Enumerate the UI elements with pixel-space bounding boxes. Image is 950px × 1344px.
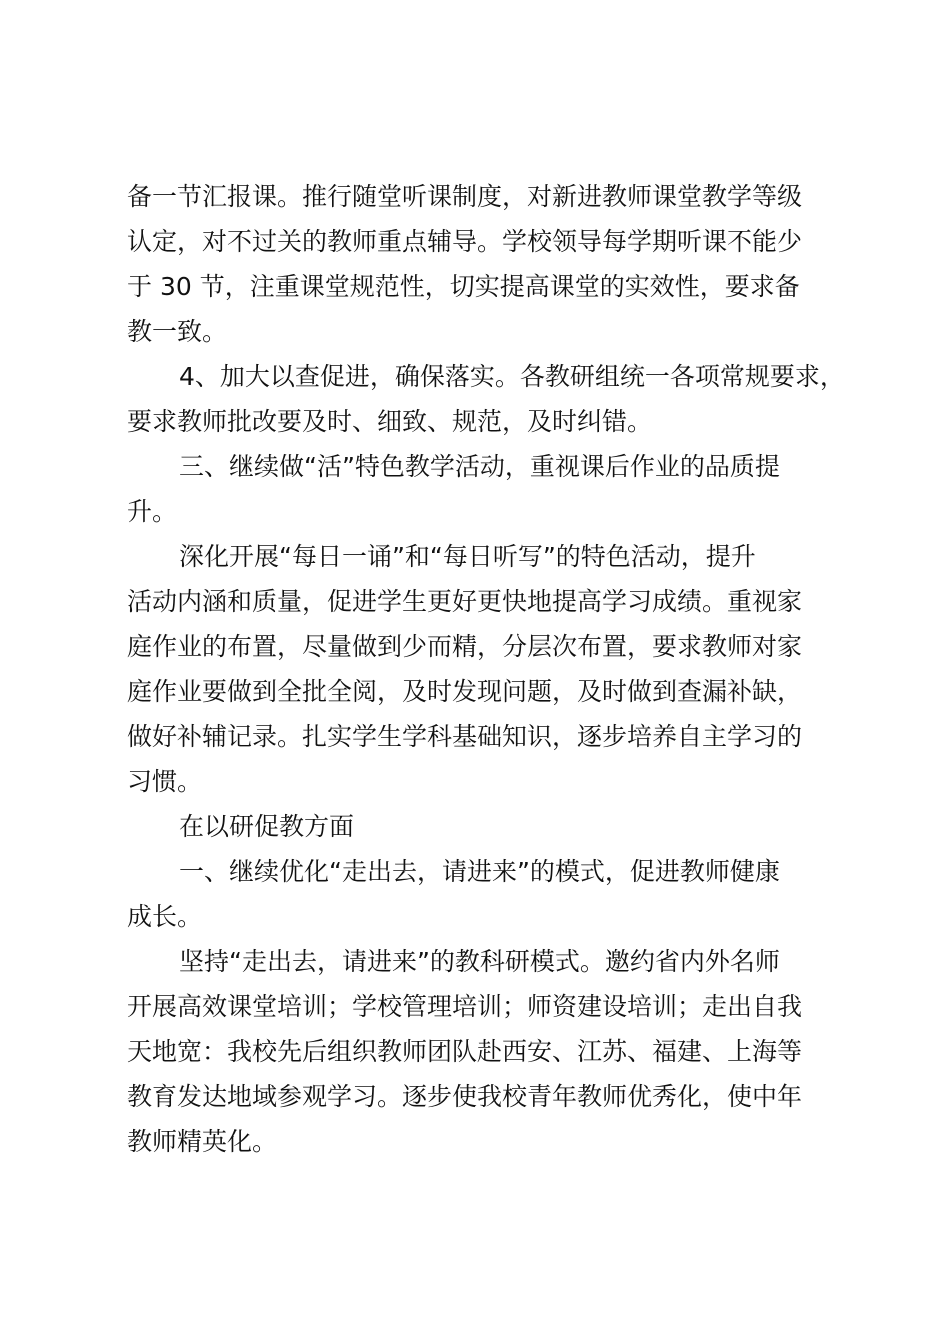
text-line: 做好补辅记录。扎实学生学科基础知识，逐步培养自主学习的 bbox=[127, 722, 803, 751]
text-line: 成长。 bbox=[127, 902, 203, 931]
text-line: 教师精英化。 bbox=[127, 1127, 278, 1156]
text-line: 升。 bbox=[127, 497, 178, 526]
text-line: 坚持“走出去，请进来”的教科研模式。邀约省内外名师 bbox=[179, 947, 780, 976]
text-line: 一、继续优化“走出去，请进来”的模式，促进教师健康 bbox=[179, 857, 780, 886]
text-line: 要求教师批改要及时、细致、规范，及时纠错。 bbox=[127, 407, 653, 436]
text-line: 教育发达地域参观学习。逐步使我校青年教师优秀化，使中年 bbox=[127, 1082, 803, 1111]
text-line: 教一致。 bbox=[127, 317, 228, 346]
text-line: 活动内涵和质量，促进学生更好更快地提高学习成绩。重视家 bbox=[127, 587, 803, 616]
text-line: 习惯。 bbox=[127, 767, 203, 796]
text-line: 开展高效课堂培训；学校管理培训；师资建设培训；走出自我 bbox=[127, 992, 803, 1021]
text-line: 在以研促教方面 bbox=[179, 812, 355, 841]
text-line: 于 30 节，注重课堂规范性，切实提高课堂的实效性，要求备 bbox=[127, 272, 800, 301]
text-line: 认定，对不过关的教师重点辅导。学校领导每学期听课不能少 bbox=[127, 227, 803, 256]
document-body bbox=[127, 174, 843, 1164]
text-line: 庭作业要做到全批全阅，及时发现问题，及时做到查漏补缺， bbox=[127, 677, 803, 706]
text-line: 三、继续做“活”特色教学活动，重视课后作业的品质提 bbox=[179, 452, 780, 481]
text-line: 4、加大以查促进，确保落实。各教研组统一各项常规要求， bbox=[179, 362, 845, 391]
text-line: 天地宽：我校先后组织教师团队赴西安、江苏、福建、上海等 bbox=[127, 1037, 803, 1066]
text-line: 庭作业的布置，尽量做到少而精，分层次布置，要求教师对家 bbox=[127, 632, 803, 661]
text-line: 备一节汇报课。推行随堂听课制度，对新进教师课堂教学等级 bbox=[127, 182, 803, 211]
text-line: 深化开展“每日一诵”和“每日听写”的特色活动，提升 bbox=[179, 542, 756, 571]
